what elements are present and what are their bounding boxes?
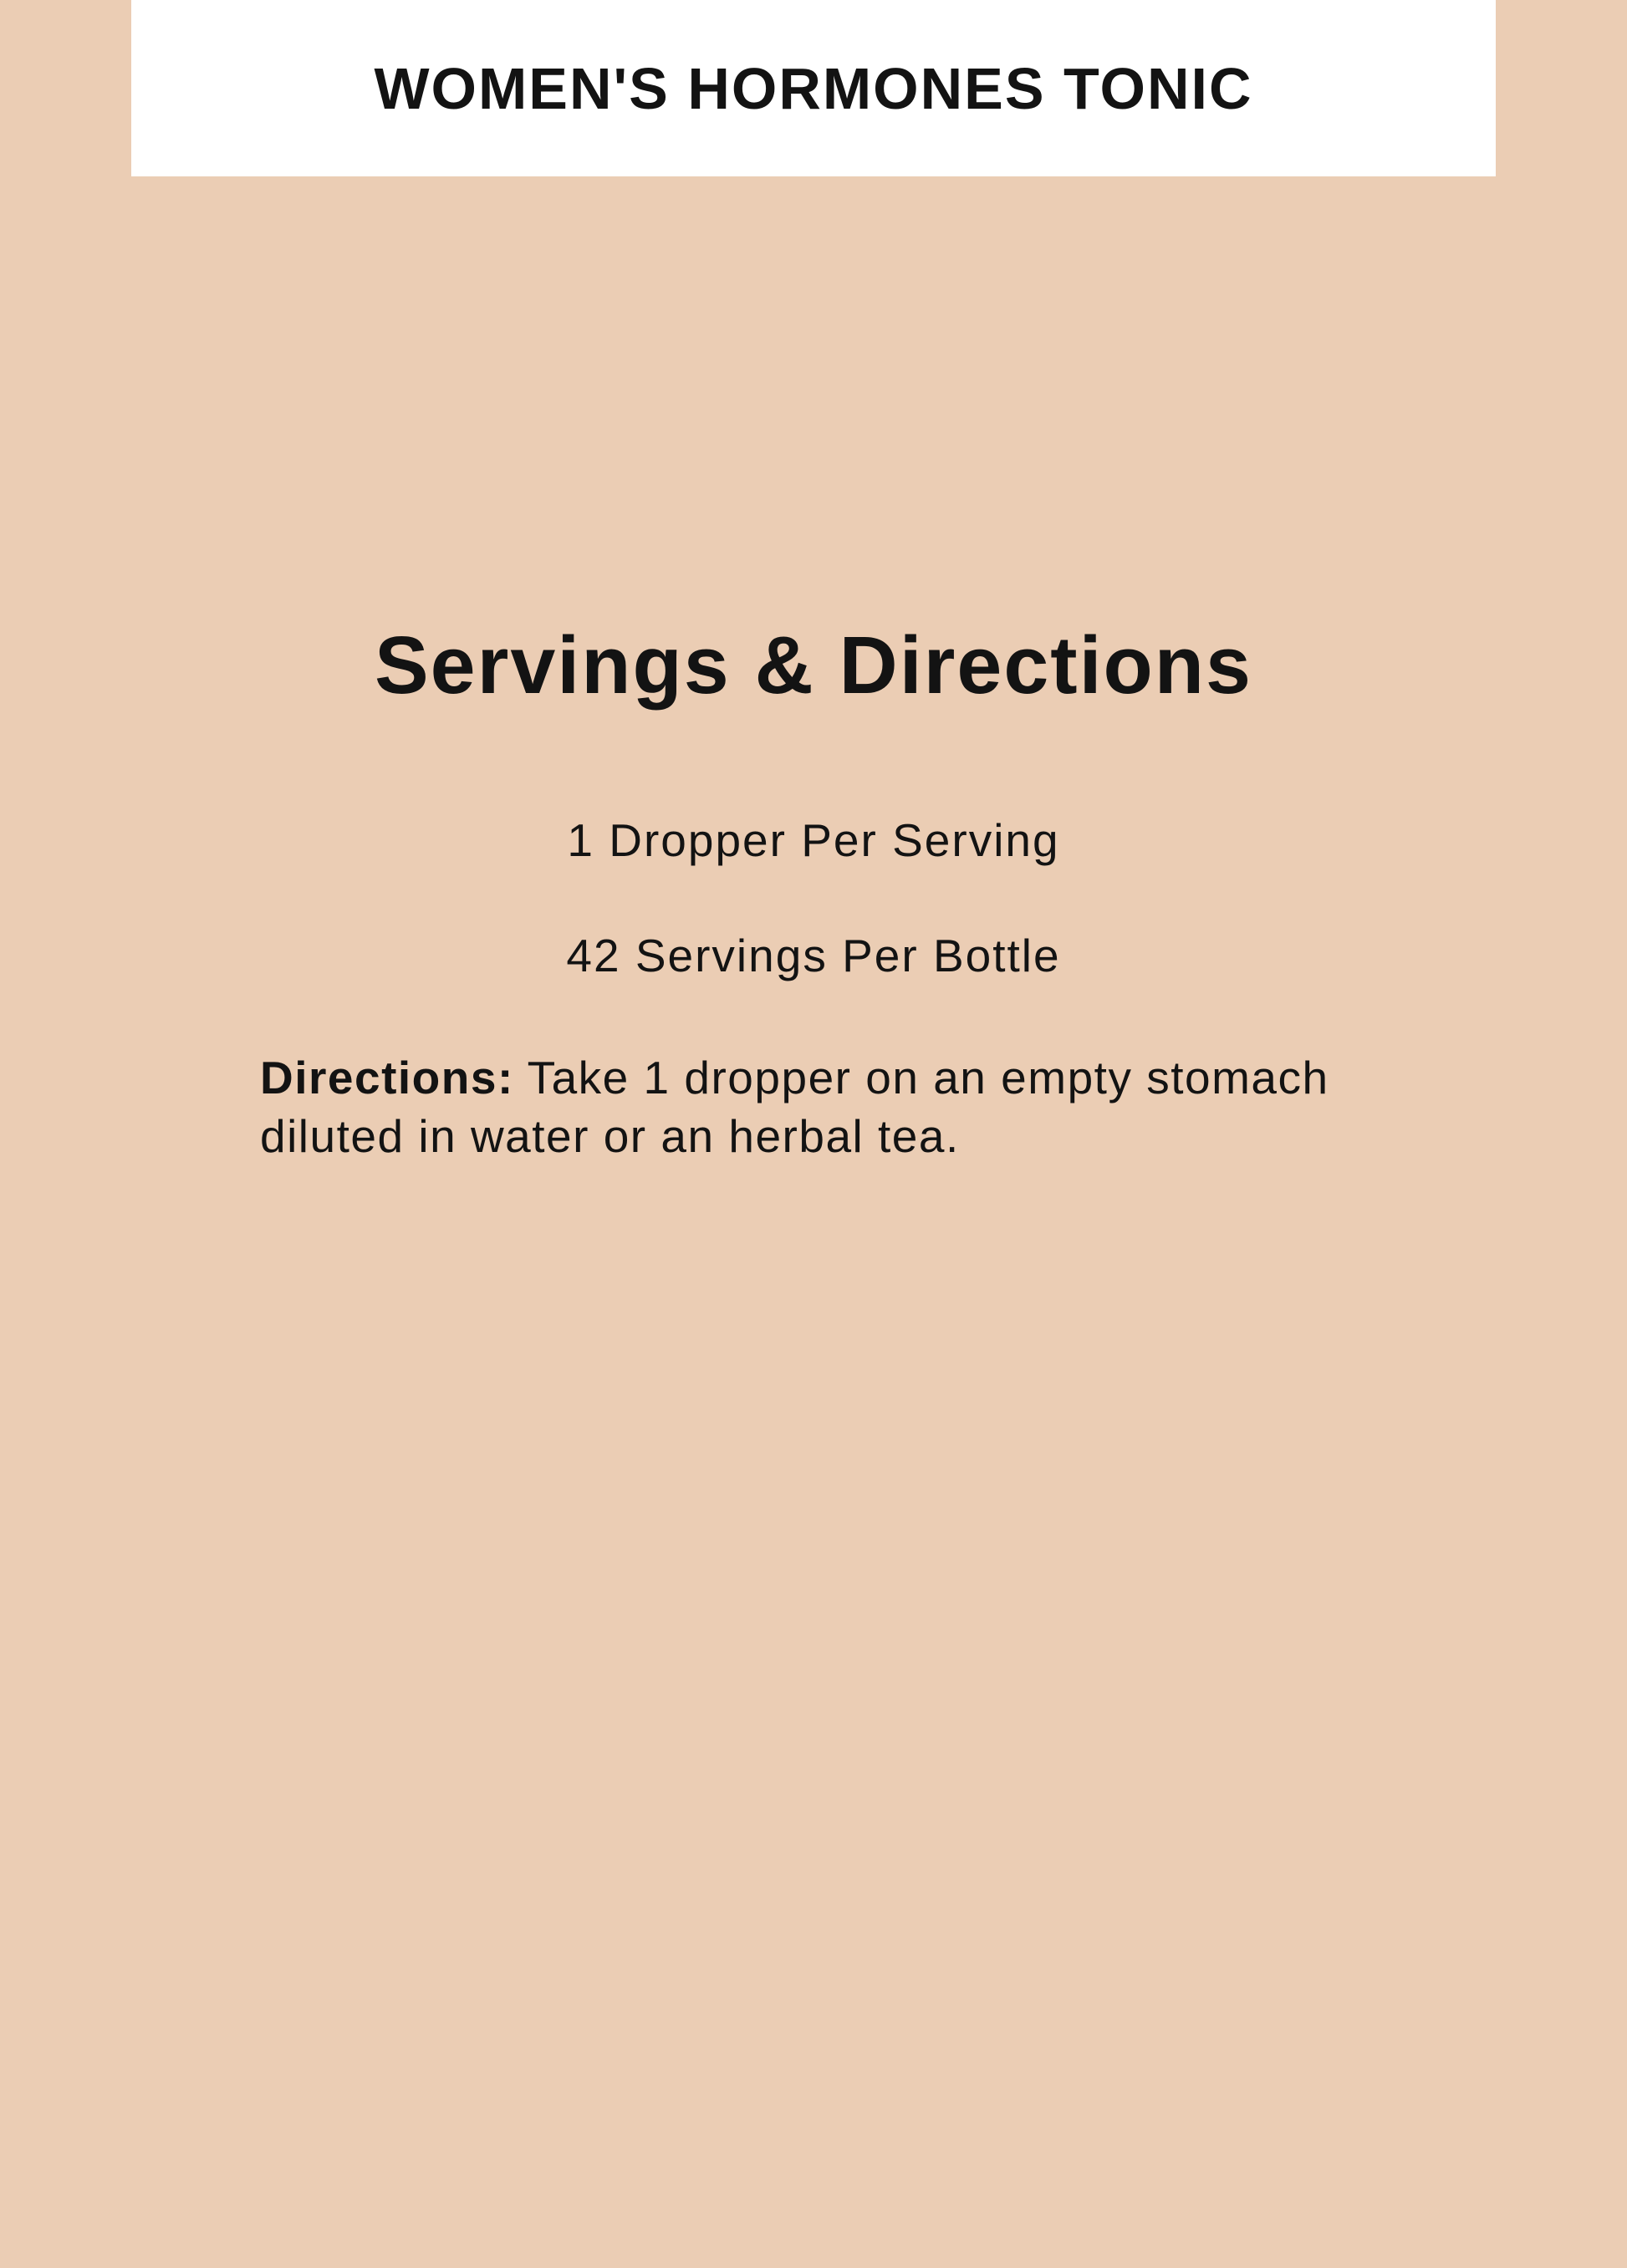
directions-line-1: [260, 1048, 1472, 1107]
directions-text-1: Take 1 dropper on an empty stomach: [527, 1052, 1329, 1103]
directions-label: Directions:: [260, 1052, 514, 1103]
section-heading: Servings & Directions: [374, 619, 1253, 711]
directions-paragraph: [260, 1048, 1472, 1165]
header-band: [131, 0, 1496, 176]
product-title: WOMEN'S HORMONES TONIC: [374, 55, 1253, 121]
directions-line-2: diluted in water or an herbal tea.: [260, 1110, 960, 1162]
serving-line-servings-per-bottle: 42 Servings Per Bottle: [566, 930, 1061, 981]
serving-line-dropper-per-serving: 1 Dropper Per Serving: [567, 814, 1060, 866]
